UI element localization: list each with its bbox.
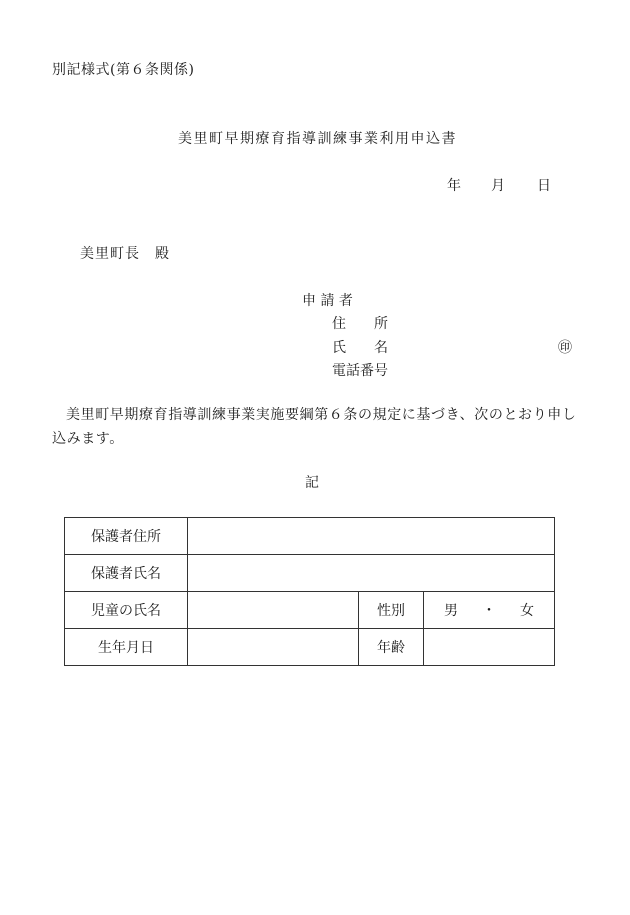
info-table bbox=[64, 517, 555, 666]
guardian-address-label: 保護者住所 bbox=[65, 518, 188, 555]
table-row bbox=[65, 555, 555, 592]
body-text: 美里町早期療育指導訓練事業実施要綱第６条の規定に基づき、次のとおり申し込みます。 bbox=[52, 407, 577, 447]
child-name-label: 児童の氏名 bbox=[65, 592, 188, 629]
applicant-address-label: 住 所 bbox=[332, 316, 388, 332]
table-row bbox=[65, 592, 555, 629]
guardian-name-field[interactable] bbox=[188, 555, 555, 592]
applicant-phone-label: 電話番号 bbox=[332, 363, 388, 379]
form-label: 別記様式(第６条関係) bbox=[52, 62, 195, 78]
gender-field[interactable] bbox=[424, 592, 555, 629]
applicant-name-label: 氏 名 bbox=[332, 340, 388, 356]
table-row bbox=[65, 518, 555, 555]
gender-label: 性別 bbox=[359, 592, 424, 629]
birthdate-label: 生年月日 bbox=[65, 629, 188, 666]
table-row bbox=[65, 629, 555, 666]
addressee: 美里町長 殿 bbox=[80, 246, 170, 262]
seal-mark: ㊞ bbox=[558, 340, 572, 356]
gender-option-male[interactable]: 男 bbox=[444, 603, 458, 619]
document-title: 美里町早期療育指導訓練事業利用申込書 bbox=[178, 131, 457, 147]
age-label: 年齢 bbox=[359, 629, 424, 666]
birthdate-field[interactable] bbox=[188, 629, 359, 666]
guardian-name-label: 保護者氏名 bbox=[65, 555, 188, 592]
gender-option-female[interactable]: 女 bbox=[520, 603, 534, 619]
age-field[interactable] bbox=[424, 629, 555, 666]
ki-heading: 記 bbox=[305, 475, 319, 491]
child-name-field[interactable] bbox=[188, 592, 359, 629]
gender-separator: ・ bbox=[482, 603, 496, 619]
date-day-label: 日 bbox=[537, 178, 551, 194]
applicant-heading: 申 請 者 bbox=[302, 293, 353, 309]
guardian-address-field[interactable] bbox=[188, 518, 555, 555]
date-month-label: 月 bbox=[491, 178, 505, 194]
date-year-label: 年 bbox=[447, 178, 461, 194]
